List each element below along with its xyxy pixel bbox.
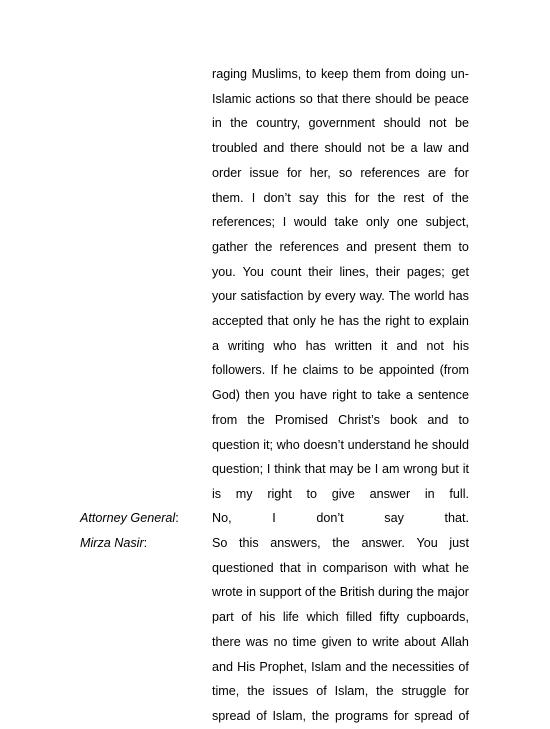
- speech-line: No, I don’t say that.: [212, 511, 469, 525]
- paragraph-line: accepted that only he has the right to explain: [212, 314, 469, 329]
- continuation-paragraph: [212, 62, 469, 507]
- paragraph-line: troubled and there should not be a law and: [212, 141, 469, 156]
- speaker-name: Mirza Nasir: [80, 536, 144, 550]
- speech-text: [212, 531, 469, 729]
- speech-line: part of his life which filled fifty cupboards,: [212, 610, 469, 625]
- paragraph-line: order issue for her, so references are for: [212, 165, 469, 180]
- paragraph-line: question; I think that may be I am wrong but it: [212, 462, 469, 477]
- paragraph-line: from the Promised Christ’s book and to: [212, 412, 469, 427]
- paragraph-line: Islamic actions so that there should be peace: [212, 91, 469, 106]
- paragraph-line: is my right to give answer in full.: [212, 486, 469, 501]
- speaker-label: [80, 506, 179, 531]
- paragraph-line: in the country, government should not be: [212, 116, 469, 131]
- paragraph-line: your satisfaction by every way. The world has: [212, 289, 469, 304]
- speech-line: and His Prophet, Islam and the necessities of: [212, 659, 469, 674]
- paragraph-line: raging Muslims, to keep them from doing un-: [212, 67, 469, 81]
- paragraph-line: a writing who has written it and not his: [212, 338, 469, 353]
- speech-text: [212, 506, 469, 531]
- speaker-label: [80, 531, 147, 556]
- speaker-colon: :: [143, 536, 148, 550]
- paragraph-line: references; I would take only one subject,: [212, 215, 469, 230]
- speaker-name: Attorney General: [80, 511, 176, 525]
- speech-line: wrote in support of the British during the major: [212, 585, 469, 600]
- speaker-colon: :: [175, 511, 179, 525]
- paragraph-line: them. I don’t say this for the rest of the: [212, 190, 469, 205]
- speech-line: So this answers, the answer. You just: [212, 536, 469, 550]
- paragraph-line: you. You count their lines, their pages; get: [212, 264, 469, 279]
- paragraph-line: gather the references and present them to: [212, 239, 469, 254]
- speech-line: there was no time given to write about Allah: [212, 634, 469, 649]
- paragraph-line: followers. If he claims to be appointed (from: [212, 363, 469, 378]
- paragraph-line: God) then you have right to take a sentence: [212, 388, 469, 403]
- speech-line: spread of Islam, the programs for spread of: [212, 708, 469, 723]
- paragraph-line: question it; who doesn’t understand he should: [212, 437, 469, 452]
- speech-line: time, the issues of Islam, the struggle for: [212, 684, 469, 699]
- speech-line: questioned that in comparison with what he: [212, 560, 469, 575]
